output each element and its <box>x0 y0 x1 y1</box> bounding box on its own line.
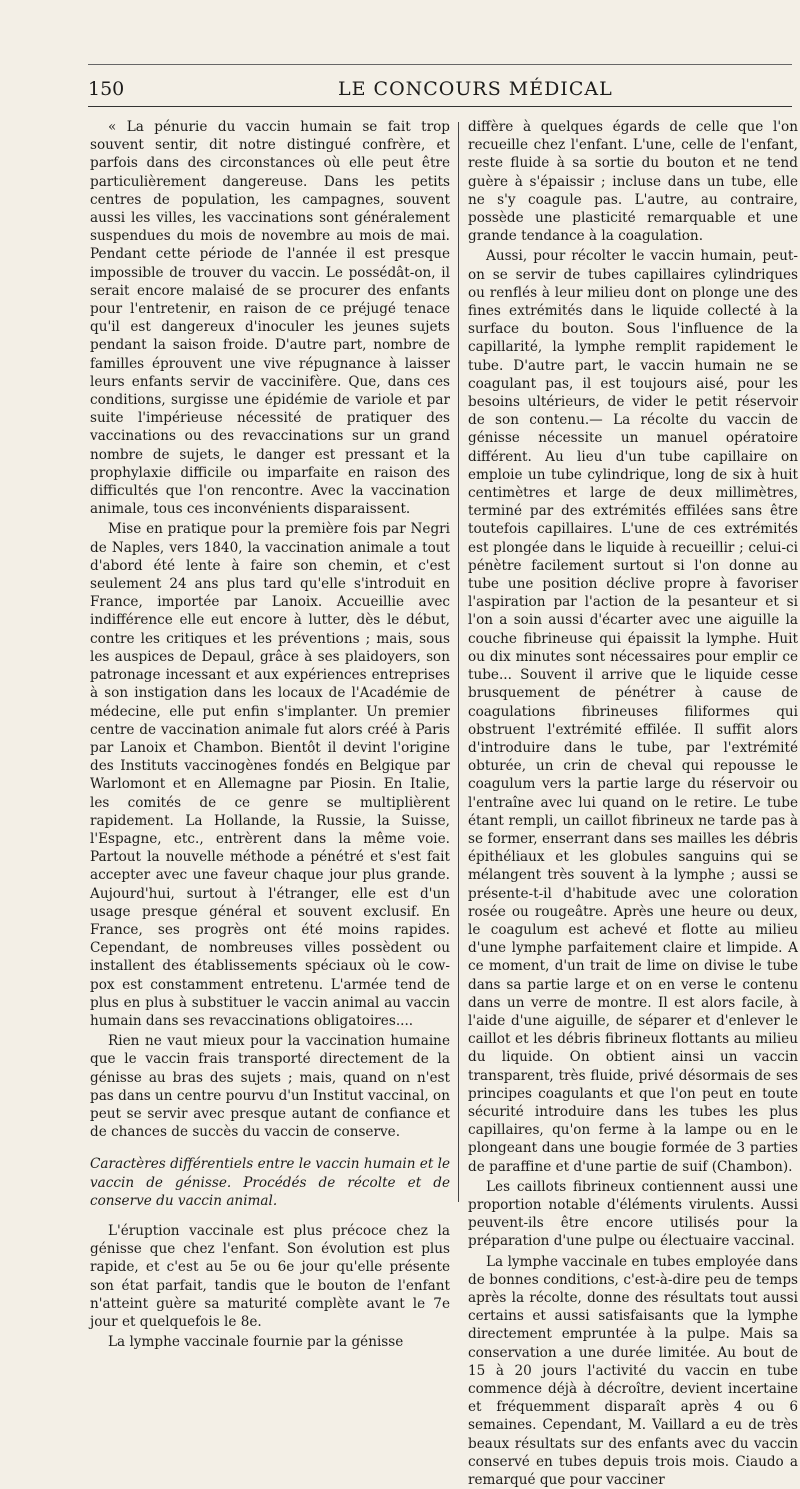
paragraph: diffère à quelques égards de celle que l'on recueille chez l'enfant. L'une, celle de l'enfant, reste fluide à sa sortie du bouton et ne tend guère à s'épaissir ; incluse dans un tube, elle ne s'y coagule pas. L'autre, au contraire, possède une plasticité remarquable et une grande tendance à la coagulation. <box>468 119 798 245</box>
paragraph: La lymphe vaccinale en tubes employée dans de bonnes conditions, c'est-à-dire peu de temps après la récolte, donne des résultats tout aussi certains et aussi satisfaisants que la lymphe directement empruntée à la pulpe. Mais sa conservation a une durée limitée. Au bout de 15 à 20 jours l'activité du vaccin en tube commence déjà à décroître, devient incertaine et fréquemment disparaît après 4 ou 6 semaines. Cependant, M. Vaillard a eu de très beaux résultats sur des enfants avec du vaccin conservé en tubes depuis trois mois. Ciaudo a remarqué que pour vacciner <box>468 1253 798 1489</box>
column-divider <box>458 122 459 1202</box>
paragraph: Les caillots fibrineux contiennent aussi une proportion notable d'éléments virulents. Aussi peuvent-ils être encore utilisés pour la préparation d'une pulpe ou électuaire vaccinal. <box>468 1178 798 1250</box>
paragraph: Aussi, pour récolter le vaccin humain, peut-on se servir de tubes capillaires cylindriques ou renflés à leur milieu dont on plonge une des fines extrémités dans le liquide collecté à la surface du bouton. Sous l'influence de la capillarité, la lymphe remplit rapidement le tube. D'autre part, le vaccin humain ne se coagulant pas, il est toujours aisé, pour les besoins ultérieurs, de vider le petit réservoir de son contenu.— La récolte du vaccin de génisse nécessite un manuel opératoire différent. Au lieu d'un tube capillaire on emploie un tube cylindrique, long de six à huit centimètres et large de deux millimètres, terminé par des extrémités effilées sans être toutefois capillaires. L'une de ces extrémités est plongée dans le liquide à recueillir ; celui-ci pénètre facilement surtout si l'on donne au tube une position déclive propre à favoriser l'aspiration par l'action de la pesanteur et si l'on a soin aussi d'écarter avec une aiguille la couche fibrineuse qui épaissit la lymphe. Huit ou dix minutes sont nécessaires pour emplir ce tube... Souvent il arrive que le liquide cesse brusquement de pénétrer à cause de coagulations fibrineuses filiformes qui obstruent l'extrémité effilée. Il suffit alors d'introduire dans le tube, par l'extrémité obturée, un crin de cheval qui repousse le coagulum vers la partie large du réservoir ou l'entraîne avec lui quand on le retire. Le tube étant rempli, un caillot fibrineux ne tarde pas à se former, enserrant dans ses mailles les débris épithéliaux et les globules sanguins qui se mélangent très souvent à la lymphe ; aussi se présente-t-il d'habitude avec une coloration rosée ou rougeâtre. Après une heure ou deux, le coagulum est achevé et flotte au milieu d'une lymphe parfaitement claire et limpide. A ce moment, d'un trait de lime on divise le tube dans sa partie large et on en verse le contenu dans un verre de montre. Il est alors facile, à l'aide d'une aiguille, de séparer et d'enlever le caillot et les débris fibrineux flottants au milieu du liquide. On obtient ainsi un vaccin transparent, très fluide, privé désormais de ses principes coagulants et que l'on peut en toute sécurité introduire dans les tubes les plus capillaires, qu'on ferme à la lampe ou en le plongeant dans une bougie formée de 3 parties de paraffine et d'une partie de suif (Chambon). <box>468 248 798 1175</box>
left-column <box>90 118 451 1351</box>
paragraph: Rien ne vaut mieux pour la vaccination humaine que le vaccin frais transporté directement de la génisse au bras des sujets ; mais, quand on n'est pas dans un centre pourvu d'un Institut vaccinal, on peut se servir avec presque autant de confiance et de chances de succès du vaccin de conserve. <box>90 1033 450 1141</box>
paragraph: La lymphe vaccinale fournie par la génisse <box>108 1334 404 1351</box>
right-column <box>468 118 798 1489</box>
paragraph: Mise en pratique pour la première fois par Negri de Naples, vers 1840, la vaccination animale a tout d'abord été lente à faire son chemin, et c'est seulement 24 ans plus tard qu'elle s'introduit en France, importée par Lanoix. Accueillie avec indifférence elle eut encore à lutter, dès le début, contre les critiques et les préventions ; mais, sous les auspices de Depaul, grâce à ses plaidoyers, son patronage incessant et aux expériences entreprises à son instigation dans les locaux de l'Académie de médecine, elle put enfin s'implanter. Un premier centre de vaccination animale fut alors créé à Paris par Lanoix et Chambon. Bientôt il devint l'origine des Instituts vaccinogènes fondés en Belgique par Warlomont et en Allemagne par Piosin. En Italie, les comités de ce genre se multiplièrent rapidement. La Hollande, la Russie, la Suisse, l'Espagne, etc., entrèrent dans la même voie. Partout la nouvelle méthode a pénétré et s'est fait accepter avec une faveur chaque jour plus grande. Aujourd'hui, surtout à l'étranger, elle est d'un usage presque général et souvent exclusif. En France, ses progrès ont été moins rapides. Cependant, de nombreuses villes possèdent ou installent des établissements spéciaux où le cow-pox est constamment entretenu. L'armée tend de plus en plus à substituer le vaccin animal au vaccin humain dans ses revaccinations obligatoires.... <box>90 521 450 1029</box>
paragraph: « La pénurie du vaccin humain se fait trop souvent sentir, dit notre distingué confrère, et parfois dans des circonstances où elle peut être particulièrement dangereuse. Dans les petits centres de population, les campagnes, souvent aussi les villes, les vaccinations sont généralement suspendues du mois de novembre au mois de mai. Pendant cette période de l'année il est presque impossible de trouver du vaccin. Le possédât-on, il serait encore malaisé de se procurer des enfants pour l'entretenir, en raison de ce préjugé tenace qu'il est dangereux d'inoculer les jeunes sujets pendant la saison froide. D'autre part, nombre de familles éprouvent une vive répugnance à laisser leurs enfants servir de vaccinifère. Que, dans ces conditions, surgisse une épidémie de variole et par suite l'impérieuse nécessité de pratiquer des vaccinations ou des revaccinations sur un grand nombre de sujets, le danger est pressant et la prophylaxie difficile ou imparfaite en raison des difficultés que l'on rencontre. Avec la vaccination animale, tous ces inconvénients disparaissent. <box>90 119 450 518</box>
page-header <box>88 72 792 107</box>
journal-title: LE CONCOURS MÉDICAL <box>338 78 613 100</box>
paragraph: L'éruption vaccinale est plus précoce chez la génisse que chez l'enfant. Son évolution est plus rapide, et c'est au 5e ou 6e jour qu'elle présente son état parfait, tandis que le bouton de l'enfant n'atteint guère sa maturité complète avant le 7e jour et quelquefois le 8e. <box>90 1222 450 1330</box>
page-number: 150 <box>88 78 125 100</box>
top-rule <box>88 64 792 65</box>
section-heading: Caractères différentiels entre le vaccin humain et le vaccin de génisse. Procédés de récolte et de conserve du vaccin animal. <box>90 1156 451 1209</box>
